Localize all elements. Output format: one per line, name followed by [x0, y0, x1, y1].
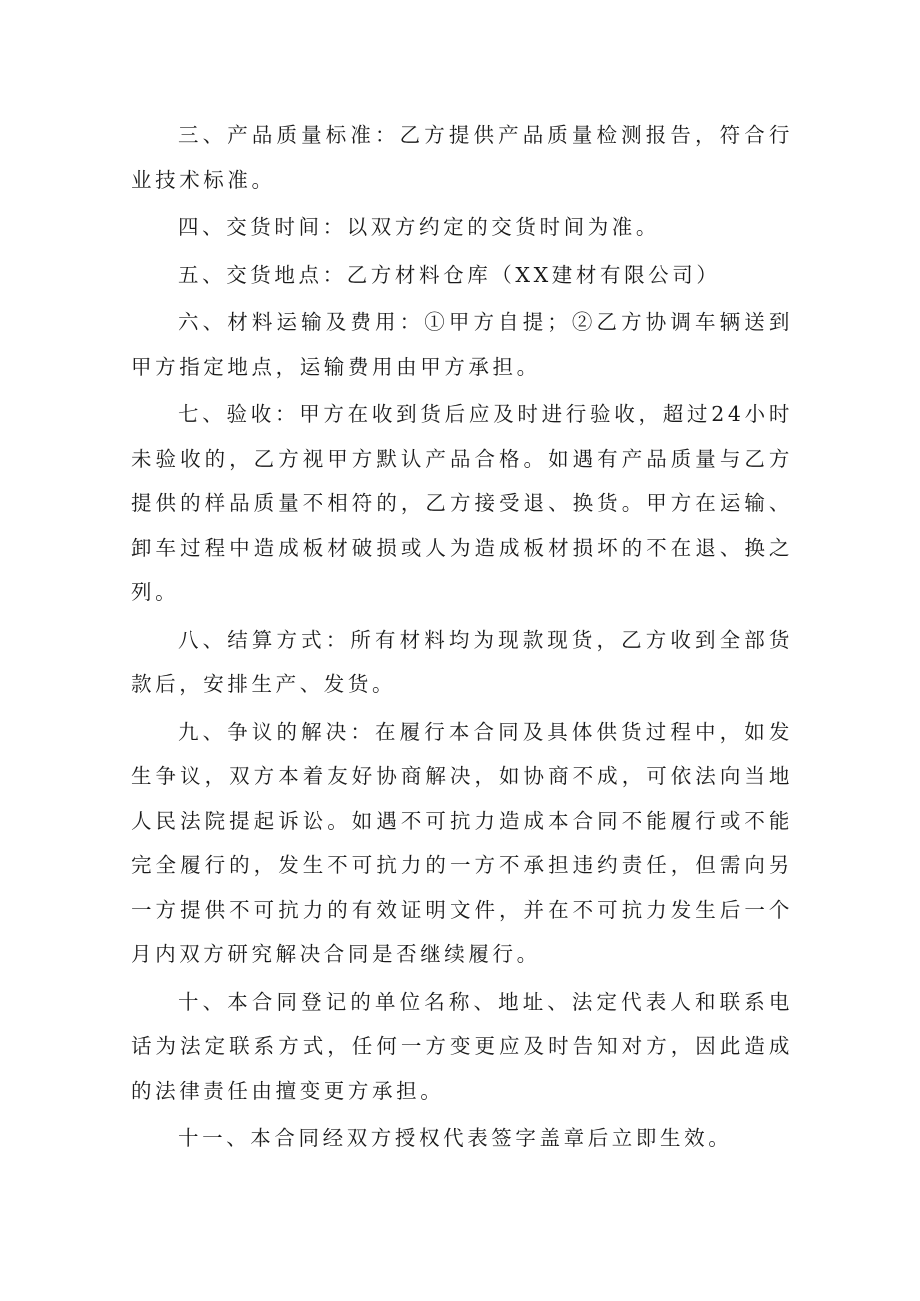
clause-5-delivery-location: 五、交货地点：乙方材料仓库（XX建材有限公司）	[178, 262, 721, 287]
clause-11-effectiveness: 十一、本合同经双方授权代表签字盖章后立即生效。	[178, 1126, 733, 1150]
clause-8-settlement: 八、结算方式：所有材料均为现款现货，乙方收到全部货款后，安排生产、发货。	[131, 627, 793, 696]
clause-7-acceptance: 七、验收：甲方在收到货后应及时进行验收，超过24小时未验收的，乙方视甲方默认产品合格。如遇有产品质量与乙方提供的样品质量不相符的，乙方接受退、换货。甲方在运输、卸车过程中造成板材破损或人为造成板材损坏的不在退、换之列。	[131, 402, 793, 604]
clause-10-contact-info: 十、本合同登记的单位名称、地址、法定代表人和联系电话为法定联系方式，任何一方变更应及时告知对方，因此造成的法律责任由擅变更方承担。	[131, 989, 793, 1103]
clause-6-transport-costs: 六、材料运输及费用：①甲方自提；②乙方协调车辆送到甲方指定地点，运输费用由甲方承担。	[131, 310, 793, 379]
clause-4-delivery-time: 四、交货时间：以双方约定的交货时间为准。	[178, 215, 660, 239]
clause-3-quality-standard: 三、产品质量标准：乙方提供产品质量检测报告，符合行业技术标准。	[131, 123, 793, 192]
contract-body	[131, 113, 793, 1164]
clause-9-dispute-resolution: 九、争议的解决：在履行本合同及具体供货过程中，如发生争议，双方本着友好协商解决，如协商不成，可依法向当地人民法院提起诉讼。如遇不可抗力造成本合同不能履行或不能完全履行的，发生不可抗力的一方不承担违约责任，但需向另一方提供不可抗力的有效证明文件，并在不可抗力发生后一个月内双方研究解决合同是否继续履行。	[131, 719, 793, 966]
